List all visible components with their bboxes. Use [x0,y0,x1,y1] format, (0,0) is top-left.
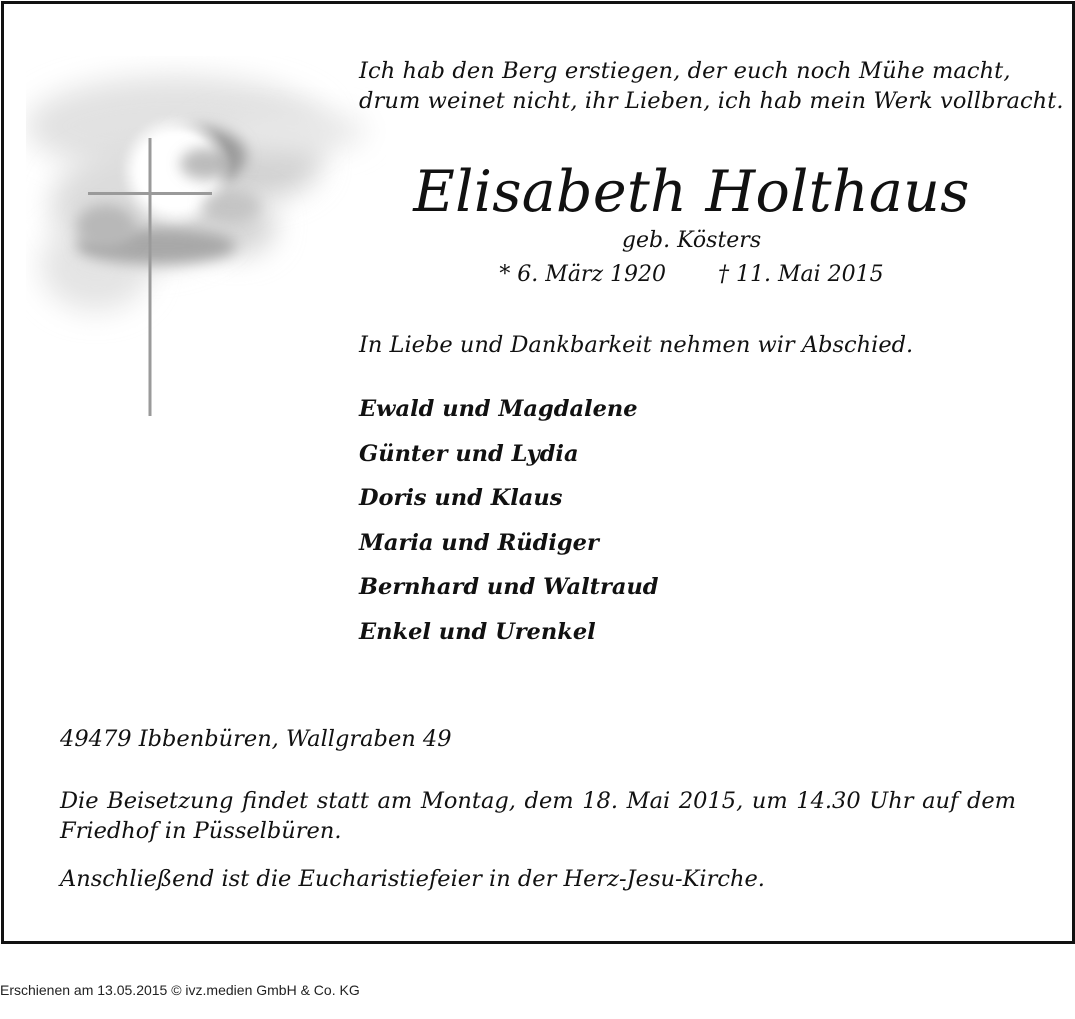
cross-with-sun-icon [26,56,386,426]
mourner-entry: Günter und Lydia [359,440,579,467]
death-date: † 11. Mai 2015 [718,262,884,287]
poem-verse [359,56,1064,116]
mourner-entry: Enkel und Urenkel [359,618,596,645]
service-details: Anschließend ist die Eucharistiefeier in der Herz-Jesu-Kirche. [60,866,765,892]
mourners-list [359,392,659,659]
poem-line: Ich hab den Berg erstiegen, der euch noch Mühe macht, [359,58,1011,84]
farewell-line: In Liebe und Dankbarkeit nehmen wir Abschied. [359,332,914,358]
publication-note: Erschienen am 13.05.2015 © ivz.medien GmbH & Co. KG [0,982,360,998]
mourner-entry: Maria und Rüdiger [359,529,599,556]
birth-date: * 6. März 1920 [499,262,667,287]
maiden-name: geb. Kösters [621,228,762,253]
family-address: 49479 Ibbenbüren, Wallgraben 49 [60,726,452,752]
mourner-entry: Doris und Klaus [359,485,563,511]
life-dates [359,260,1024,290]
mourner-entry: Ewald und Magdalene [359,396,638,422]
deceased-name: Elisabeth Holthaus [413,159,970,225]
mourner-entry: Bernhard und Waltraud [359,574,659,600]
obituary-notice [1,1,1075,944]
burial-details: Die Beisetzung findet statt am Montag, dem 18. Mai 2015, um 14.30 Uhr auf dem Friedhof in Püsselbüren. [60,788,1016,844]
poem-line: drum weinet nicht, ihr Lieben, ich hab mein Werk vollbracht. [359,88,1064,114]
